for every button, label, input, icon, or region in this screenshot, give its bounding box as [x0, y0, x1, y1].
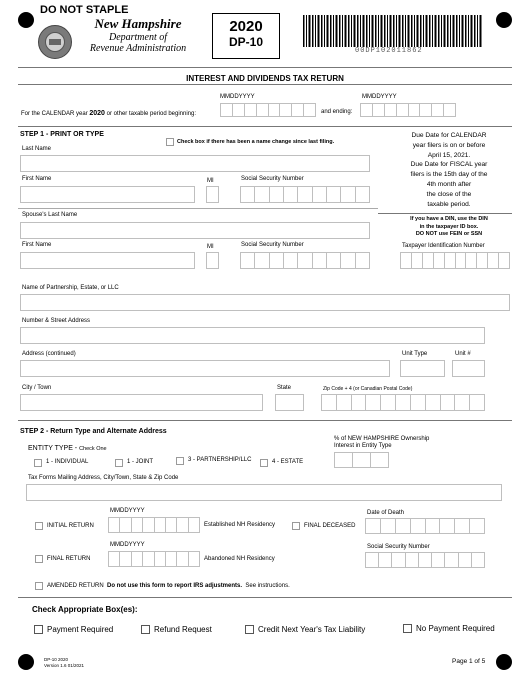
established-residency-label: Established NH Residency [204, 522, 276, 528]
state-label: State [277, 385, 292, 391]
do-not-staple: DO NOT STAPLE [40, 4, 129, 16]
zip-label: Zip Code + 4 (or Canadian Postal Code) [323, 386, 413, 392]
first-name-field[interactable] [20, 186, 195, 203]
initial-return-checkbox[interactable] [35, 522, 43, 530]
din-line: DO NOT use FEIN or SSN [415, 231, 483, 237]
entity-joint-checkbox[interactable] [115, 459, 123, 467]
divider [18, 126, 512, 127]
spouse-mi-label: MI [207, 244, 214, 250]
tin-field[interactable] [400, 252, 510, 269]
payment-required-label: Payment Required [47, 625, 114, 634]
registration-mark [18, 654, 34, 670]
registration-mark [18, 12, 34, 28]
period-begin-date-field[interactable] [220, 103, 316, 117]
due-date-line: filers is the 15th day of the [410, 171, 488, 179]
initial-return-label: INITIAL RETURN [47, 523, 94, 529]
unit-type-field[interactable] [400, 360, 445, 377]
refund-request-checkbox[interactable] [141, 625, 150, 634]
department-line: Department of [108, 32, 168, 43]
period-ending-label: and ending: [321, 109, 353, 115]
divider [18, 84, 512, 85]
page-number: Page 1 of 5 [452, 658, 486, 665]
final-date-format: MMDDYYYY [110, 542, 145, 548]
name-change-checkbox[interactable] [166, 138, 174, 146]
footer-version: Version 1.6 01/2021 [44, 663, 85, 668]
spouse-ssn-label: Social Security Number [241, 242, 304, 248]
divider [18, 208, 378, 209]
final-deceased-label: FINAL DECEASED [304, 523, 356, 529]
payment-required-checkbox[interactable] [34, 625, 43, 634]
entity-individual-label: 1 - INDIVIDUAL [46, 459, 89, 465]
step2-ssn-label: Social Security Number [367, 544, 430, 550]
due-date-line: Due Date for CALENDAR [411, 132, 487, 139]
check-one-text: Check One [79, 446, 107, 452]
form-code: DP-10 [228, 35, 263, 49]
mailing-address-label: Tax Forms Mailing Address, City/Town, State & Zip Code [28, 475, 179, 481]
final-return-checkbox[interactable] [35, 555, 43, 563]
city-label: City / Town [22, 385, 52, 391]
mi-label: MI [207, 178, 214, 184]
refund-request-label: Refund Request [154, 625, 212, 634]
entity-partnership-label: 3 - PARTNERSHIP/LLC [188, 457, 252, 463]
mailing-address-field[interactable] [26, 484, 502, 501]
date-of-death-field[interactable] [365, 518, 485, 534]
unit-num-label: Unit # [455, 351, 471, 357]
unit-num-field[interactable] [452, 360, 485, 377]
period-suffix: or other taxable period beginning: [106, 111, 197, 117]
end-date-format: MMDDYYYY [362, 94, 397, 100]
abandoned-residency-date-field[interactable] [108, 551, 200, 567]
din-line: If you have a DIN, use the DIN [410, 216, 488, 222]
address-cont-field[interactable] [20, 360, 390, 377]
ownership-percent-field[interactable] [334, 452, 389, 468]
din-note [388, 216, 510, 239]
period-end-date-field[interactable] [360, 103, 456, 117]
unit-type-label: Unit Type [402, 351, 428, 357]
period-label [21, 110, 196, 117]
step2-heading: STEP 2 - Return Type and Alternate Address [20, 428, 167, 435]
divider [18, 597, 512, 598]
barcode-text: 00DP102011862 [355, 47, 423, 55]
name-change-label: Check box if there has been a name change since last filing. [177, 139, 335, 145]
partnership-field[interactable] [20, 294, 510, 311]
divider [378, 213, 512, 214]
zip-field[interactable] [321, 394, 485, 411]
no-payment-required-label: No Payment Required [416, 624, 495, 633]
amended-return-line [47, 583, 290, 589]
ownership-label-line2: Interest in Entity Type [334, 443, 392, 449]
entity-joint-label: 1 - JOINT [127, 459, 154, 465]
begin-date-format: MMDDYYYY [220, 94, 255, 100]
abandoned-residency-label: Abandoned NH Residency [204, 556, 275, 562]
state-field[interactable] [275, 394, 304, 411]
established-residency-date-field[interactable] [108, 517, 200, 533]
city-field[interactable] [20, 394, 263, 411]
due-date-line: the close of the [426, 190, 472, 198]
see-instructions: See instructions. [245, 583, 290, 589]
due-date-info [388, 131, 510, 209]
tin-label: Taxpayer Identification Number [402, 243, 485, 249]
ownership-label-line1: % of NEW HAMPSHIRE Ownership [334, 436, 430, 442]
entity-estate-checkbox[interactable] [260, 459, 268, 467]
footer-form: DP-10 2020 [44, 657, 69, 662]
date-of-death-label: Date of Death [367, 510, 405, 516]
period-prefix: For the CALENDAR year [21, 111, 88, 117]
amended-note: Do not use this form to report IRS adjustments. [107, 583, 243, 589]
barcode [303, 15, 483, 47]
registration-mark [496, 654, 512, 670]
ssn-field[interactable] [240, 186, 370, 203]
form-id-box [212, 13, 280, 59]
final-return-label: FINAL RETURN [47, 556, 91, 562]
amended-return-checkbox[interactable] [35, 582, 43, 590]
spouse-first-name-label: First Name [22, 242, 52, 248]
mi-field[interactable] [206, 186, 219, 203]
check-boxes-heading: Check Appropriate Box(es): [32, 605, 138, 614]
street-field[interactable] [20, 327, 485, 344]
credit-next-year-label: Credit Next Year's Tax Liability [258, 625, 366, 634]
spouse-ssn-field[interactable] [240, 252, 370, 269]
last-name-field[interactable] [20, 155, 370, 172]
spouse-last-name-field[interactable] [20, 222, 370, 239]
spouse-last-name-label: Spouse's Last Name [22, 212, 78, 218]
entity-type-label [28, 445, 107, 452]
due-date-line: 4th month after [426, 180, 472, 188]
step1-heading: STEP 1 - PRINT OR TYPE [20, 131, 104, 138]
entity-partnership-checkbox[interactable] [176, 457, 184, 465]
form-year: 2020 [229, 18, 263, 35]
no-payment-required-checkbox[interactable] [403, 624, 412, 633]
entity-estate-label: 4 - ESTATE [272, 459, 304, 465]
entity-type-text: ENTITY TYPE - [28, 445, 78, 452]
agency-block [78, 16, 198, 54]
credit-next-year-checkbox[interactable] [245, 625, 254, 634]
address-cont-label: Address (continued) [22, 351, 76, 357]
due-date-line: taxable period. [427, 200, 471, 208]
initial-date-format: MMDDYYYY [110, 508, 145, 514]
divider [18, 67, 512, 68]
street-label: Number & Street Address [22, 318, 91, 324]
step2-ssn-field[interactable] [365, 552, 485, 568]
due-date-line: Due Date for FISCAL year [410, 161, 488, 169]
due-date-line: year filers is on or before [412, 141, 486, 149]
partnership-label: Name of Partnership, Estate, or LLC [22, 285, 119, 291]
spouse-first-name-field[interactable] [20, 252, 195, 269]
entity-individual-checkbox[interactable] [34, 459, 42, 467]
spouse-mi-field[interactable] [206, 252, 219, 269]
din-line: in the taxpayer ID box. [419, 223, 479, 230]
last-name-label: Last Name [22, 146, 52, 152]
first-name-label: First Name [22, 176, 52, 182]
ssn-label: Social Security Number [241, 176, 304, 182]
final-deceased-checkbox[interactable] [292, 522, 300, 530]
department-line: Revenue Administration [89, 43, 187, 54]
amended-return-label: AMENDED RETURN [47, 583, 104, 589]
period-year: 2020 [89, 110, 105, 117]
due-date-line: April 15, 2021. [427, 151, 471, 159]
state-name: New Hampshire [94, 16, 182, 31]
registration-mark [496, 12, 512, 28]
form-title: INTEREST AND DIVIDENDS TAX RETURN [186, 74, 344, 83]
state-seal-icon [38, 25, 72, 59]
divider [18, 420, 512, 421]
